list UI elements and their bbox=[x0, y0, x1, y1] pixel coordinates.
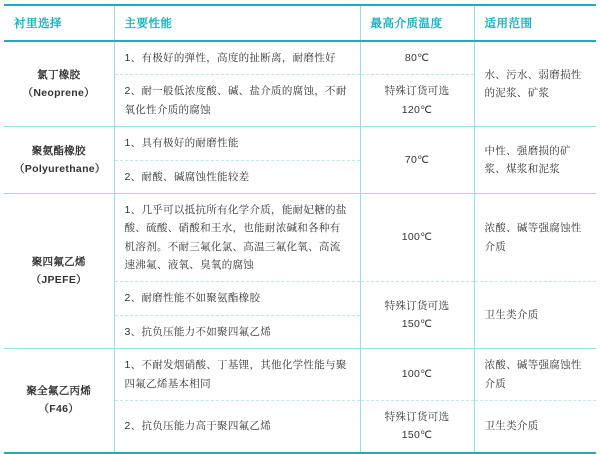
cell-max-temp bbox=[360, 349, 474, 401]
lining-name-sub: （F46） bbox=[38, 403, 80, 416]
cell-max-temp bbox=[360, 75, 474, 127]
table-row bbox=[4, 349, 596, 401]
max-temp-line2: 150℃ bbox=[401, 429, 433, 442]
table-row bbox=[4, 127, 596, 160]
max-temp-line1: 100℃ bbox=[401, 368, 433, 381]
cell-properties: 2、耐一般低浓度酸、碱、盐介质的腐蚀，不耐氧化性介质的腐蚀 bbox=[114, 75, 360, 127]
cell-application-range: 中性、强磨损的矿浆、煤浆和泥浆 bbox=[474, 127, 596, 194]
lining-selection-table bbox=[4, 4, 596, 454]
lining-name-sub: （Neoprene） bbox=[22, 87, 95, 100]
column-header-lining: 衬里选择 bbox=[4, 5, 114, 41]
cell-application-range: 水、污水、弱磨损性的泥浆、矿浆 bbox=[474, 41, 596, 127]
max-temp-line1: 特殊订货可选 bbox=[384, 85, 450, 98]
cell-application-range: 卫生类介质 bbox=[474, 400, 596, 452]
cell-max-temp bbox=[360, 193, 474, 282]
max-temp-line2: 150℃ bbox=[401, 318, 433, 331]
cell-properties: 2、抗负压能力高于聚四氟乙烯 bbox=[114, 400, 360, 452]
cell-max-temp bbox=[360, 282, 474, 349]
table-row bbox=[4, 193, 596, 282]
cell-application-range: 卫生类介质 bbox=[474, 282, 596, 349]
column-header-max-temp: 最高介质温度 bbox=[360, 5, 474, 41]
column-header-application: 适用范围 bbox=[474, 5, 596, 41]
lining-name-main: 氯丁橡胶 bbox=[37, 68, 81, 81]
cell-properties: 1、有极好的弹性，高度的扯断离，耐磨性好 bbox=[114, 41, 360, 75]
cell-max-temp bbox=[360, 41, 474, 75]
max-temp-line1: 特殊订货可选 bbox=[384, 299, 450, 312]
max-temp-line1: 70℃ bbox=[404, 153, 430, 166]
cell-properties: 1、具有极好的耐磨性能 bbox=[114, 127, 360, 160]
cell-lining-name bbox=[4, 127, 114, 194]
lining-name-main: 聚氨酯橡胶 bbox=[31, 144, 86, 157]
cell-properties: 3、抗负压能力不如聚四氟乙烯 bbox=[114, 315, 360, 348]
cell-lining-name bbox=[4, 41, 114, 127]
cell-properties: 2、耐酸、碱腐蚀性能较差 bbox=[114, 160, 360, 193]
max-temp-line1: 100℃ bbox=[401, 231, 433, 244]
lining-name-sub: （Polyurethane） bbox=[14, 163, 106, 175]
cell-lining-name bbox=[4, 349, 114, 453]
lining-name-main: 聚全氟乙丙烯 bbox=[26, 385, 92, 397]
max-temp-line1: 80℃ bbox=[404, 52, 430, 64]
cell-properties: 1、几乎可以抵抗所有化学介质，能耐妃糖的盐酸、硫酸、硝酸和王水，也能耐浓碱和各种有机溶剂。不耐三氟化氯、高温三氟化氧、高流速沸氟、液氧、臭氧的腐蚀 bbox=[114, 193, 360, 282]
column-header-properties: 主要性能 bbox=[114, 5, 360, 41]
cell-properties: 2、耐磨性能不如聚氨酯橡胶 bbox=[114, 282, 360, 315]
cell-max-temp bbox=[360, 127, 474, 194]
table-row bbox=[4, 41, 596, 75]
table-header bbox=[4, 5, 596, 41]
table-header-row bbox=[4, 5, 596, 41]
lining-name-main: 聚四氟乙烯 bbox=[31, 255, 86, 268]
cell-lining-name bbox=[4, 193, 114, 348]
cell-application-range: 浓酸、碱等强腐蚀性介质 bbox=[474, 349, 596, 401]
cell-application-range: 浓酸、碱等强腐蚀性介质 bbox=[474, 193, 596, 282]
cell-properties: 1、不耐发烟硝酸、丁基锂，其他化学性能与聚四氟乙烯基本相同 bbox=[114, 349, 360, 401]
max-temp-line1: 特殊订货可选 bbox=[384, 410, 450, 423]
lining-name-sub: （JPEFE） bbox=[30, 274, 87, 286]
max-temp-line2: 120℃ bbox=[401, 103, 433, 116]
table-body bbox=[4, 41, 596, 453]
